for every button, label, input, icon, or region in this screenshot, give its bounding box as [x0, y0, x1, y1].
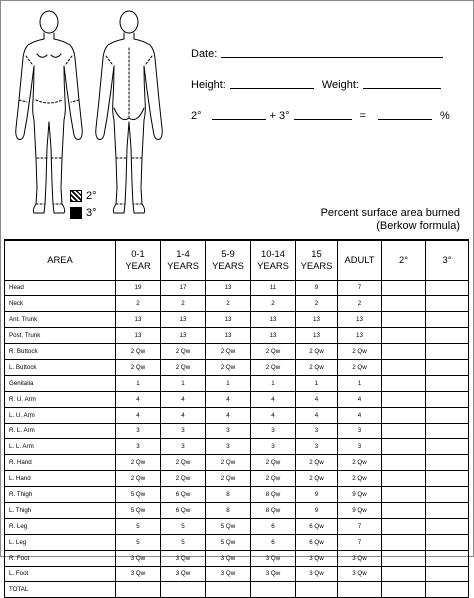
percent-cell: 4	[296, 407, 338, 423]
area-cell: R. L. Arm	[5, 423, 116, 439]
percent-cell: 1	[338, 375, 382, 391]
column-header-line-2: YEARS	[212, 260, 244, 272]
entry-second-degree-cell[interactable]	[382, 312, 426, 328]
percent-cell: 8 Qw	[251, 487, 296, 503]
percent-cell: 2 Qw	[296, 359, 338, 375]
area-cell: L. Buttock	[5, 359, 116, 375]
percent-cell: 13	[251, 312, 296, 328]
percent-cell: 3	[161, 423, 206, 439]
entry-third-degree-cell[interactable]	[426, 471, 469, 487]
entry-third-degree-cell[interactable]	[426, 550, 469, 566]
percent-cell: 13	[338, 328, 382, 344]
percent-cell: 4	[251, 391, 296, 407]
table-row	[5, 550, 469, 566]
percent-cell: 6	[251, 518, 296, 534]
entry-second-degree-cell[interactable]	[382, 582, 426, 598]
percent-cell: 2 Qw	[251, 471, 296, 487]
percent-cell: 5 Qw	[116, 487, 161, 503]
entry-third-degree-cell[interactable]	[426, 423, 469, 439]
percent-cell: 2 Qw	[206, 471, 251, 487]
percent-cell: 3	[206, 423, 251, 439]
percent-cell: 2	[116, 296, 161, 312]
column-header-line-1: 3°	[442, 254, 452, 266]
column-header-line-1: ADULT	[344, 254, 375, 266]
entry-third-degree-cell[interactable]	[426, 312, 469, 328]
column-header-line-2: YEARS	[300, 260, 333, 272]
column-header-line-2: YEAR	[125, 260, 151, 272]
percent-cell: 2 Qw	[206, 344, 251, 360]
table-row	[5, 471, 469, 487]
table-title	[321, 207, 460, 233]
percent-cell: 4	[161, 407, 206, 423]
entry-second-degree-cell[interactable]	[382, 280, 426, 296]
table-row	[5, 296, 469, 312]
table-row	[5, 502, 469, 518]
percent-cell: 3	[116, 423, 161, 439]
percent-cell: 13	[296, 312, 338, 328]
percent-cell: 3 Qw	[251, 566, 296, 582]
percent-cell: 3	[338, 439, 382, 455]
column-header	[161, 240, 206, 280]
entry-third-degree-cell[interactable]	[426, 407, 469, 423]
percent-cell: 1	[296, 375, 338, 391]
percent-cell: 1	[161, 375, 206, 391]
percent-cell: 4	[116, 407, 161, 423]
percent-cell: 6 Qw	[161, 487, 206, 503]
weight-field[interactable]	[363, 87, 441, 89]
percent-cell: 2 Qw	[161, 344, 206, 360]
percent-cell: 4	[206, 407, 251, 423]
height-label: Height:	[191, 79, 226, 91]
percent-cell	[161, 582, 206, 598]
entry-second-degree-cell[interactable]	[382, 407, 426, 423]
entry-second-degree-cell[interactable]	[382, 566, 426, 582]
entry-second-degree-cell[interactable]	[382, 487, 426, 503]
front-figure	[16, 11, 83, 213]
date-label: Date:	[191, 48, 218, 60]
entry-third-degree-cell[interactable]	[426, 487, 469, 503]
legend-second-label: 2°	[86, 190, 97, 202]
table-header-row	[5, 240, 469, 280]
percent-cell: 2	[161, 296, 206, 312]
percent-cell: 2 Qw	[296, 455, 338, 471]
area-cell: R. Thigh	[5, 487, 116, 503]
percent-cell: 13	[296, 328, 338, 344]
percent-cell: 2 Qw	[296, 471, 338, 487]
percent-cell: 17	[161, 280, 206, 296]
entry-third-degree-cell[interactable]	[426, 439, 469, 455]
entry-second-degree-cell[interactable]	[382, 471, 426, 487]
percent-cell: 3 Qw	[161, 550, 206, 566]
percent-cell: 2 Qw	[338, 344, 382, 360]
percent-cell: 9	[296, 280, 338, 296]
table-row	[5, 312, 469, 328]
percent-cell: 2 Qw	[296, 344, 338, 360]
column-header	[338, 240, 382, 280]
percent-cell: 2 Qw	[206, 359, 251, 375]
entry-second-degree-cell[interactable]	[382, 518, 426, 534]
percent-cell: 9	[296, 487, 338, 503]
percent-cell: 2 Qw	[251, 359, 296, 375]
column-header-line-1: 5-9	[221, 248, 235, 260]
entry-third-degree-cell[interactable]	[426, 280, 469, 296]
area-cell: L. Foot	[5, 566, 116, 582]
percent-cell: 3 Qw	[116, 566, 161, 582]
percent-cell	[296, 582, 338, 598]
percent-cell: 1	[251, 375, 296, 391]
percent-cell: 4	[296, 391, 338, 407]
table-row	[5, 328, 469, 344]
percent-cell: 4	[338, 391, 382, 407]
area-cell: L. Hand	[5, 471, 116, 487]
percent-cell: 4	[338, 407, 382, 423]
entry-second-degree-cell[interactable]	[382, 391, 426, 407]
entry-second-degree-cell[interactable]	[382, 534, 426, 550]
area-cell: Genitalia	[5, 375, 116, 391]
entry-third-degree-cell[interactable]	[426, 375, 469, 391]
percent-cell: 8	[206, 487, 251, 503]
entry-second-degree-cell[interactable]	[382, 455, 426, 471]
area-cell: Neck	[5, 296, 116, 312]
height-weight-line	[191, 79, 445, 91]
percent-cell: 2	[251, 296, 296, 312]
entry-third-degree-cell[interactable]	[426, 502, 469, 518]
percent-cell: 6 Qw	[161, 502, 206, 518]
burn-total-line	[191, 110, 450, 122]
area-cell: R. Hand	[5, 455, 116, 471]
percent-cell: 2 Qw	[116, 455, 161, 471]
percent-cell: 4	[116, 391, 161, 407]
entry-second-degree-cell[interactable]	[382, 439, 426, 455]
percent-cell: 1	[206, 375, 251, 391]
table-row	[5, 455, 469, 471]
area-cell: L. Leg	[5, 534, 116, 550]
percent-cell: 13	[206, 312, 251, 328]
title-line-2: (Berkow formula)	[376, 220, 460, 232]
percent-cell: 7	[338, 534, 382, 550]
percent-cell: 2 Qw	[116, 471, 161, 487]
table-row	[5, 407, 469, 423]
percent-cell: 9 Qw	[338, 487, 382, 503]
percent-cell: 3	[251, 423, 296, 439]
percent-cell: 2 Qw	[116, 359, 161, 375]
percent-cell: 3 Qw	[338, 550, 382, 566]
column-header	[206, 240, 251, 280]
entry-third-degree-cell[interactable]	[426, 391, 469, 407]
column-header	[5, 240, 116, 280]
third-degree-label: + 3°	[269, 110, 290, 122]
percent-cell: 4	[161, 391, 206, 407]
percent-cell: 2 Qw	[251, 455, 296, 471]
percent-cell: 2	[338, 296, 382, 312]
third-degree-field[interactable]	[294, 118, 352, 120]
table-row	[5, 566, 469, 582]
percent-cell: 13	[116, 312, 161, 328]
entry-third-degree-cell[interactable]	[426, 359, 469, 375]
column-header-line-1: AREA	[47, 254, 73, 266]
area-cell: R. Leg	[5, 518, 116, 534]
percent-cell: 5	[116, 518, 161, 534]
percent-sign: %	[439, 110, 450, 122]
percent-cell: 3	[296, 423, 338, 439]
area-cell: Head	[5, 280, 116, 296]
percent-cell: 2 Qw	[161, 471, 206, 487]
entry-third-degree-cell[interactable]	[426, 534, 469, 550]
percent-cell	[338, 582, 382, 598]
table-row	[5, 359, 469, 375]
percent-cell: 8	[206, 502, 251, 518]
area-cell: R. U. Arm	[5, 391, 116, 407]
percent-cell: 2 Qw	[116, 344, 161, 360]
area-cell: Ant. Trunk	[5, 312, 116, 328]
column-header-line-2: YEARS	[167, 260, 199, 272]
percent-cell: 8 Qw	[251, 502, 296, 518]
percent-cell: 5	[161, 518, 206, 534]
percent-cell: 9 Qw	[338, 502, 382, 518]
percent-cell: 3	[116, 439, 161, 455]
table-row	[5, 391, 469, 407]
entry-second-degree-cell[interactable]	[382, 296, 426, 312]
table-row	[5, 439, 469, 455]
percent-cell: 2 Qw	[161, 455, 206, 471]
percent-cell: 4	[206, 391, 251, 407]
percent-cell: 2 Qw	[206, 455, 251, 471]
column-header-line-1: 1-4	[176, 248, 190, 260]
percent-cell: 6	[251, 534, 296, 550]
percent-cell: 5 Qw	[206, 518, 251, 534]
percent-cell: 2	[296, 296, 338, 312]
legend-third-label: 3°	[86, 207, 97, 219]
equals-sign: =	[359, 110, 366, 122]
entry-second-degree-cell[interactable]	[382, 344, 426, 360]
burn-area-table	[4, 239, 469, 598]
percent-cell: 9	[296, 502, 338, 518]
percent-cell: 2 Qw	[338, 471, 382, 487]
hatched-swatch-icon	[70, 190, 82, 202]
table-row	[5, 344, 469, 360]
date-field[interactable]	[221, 56, 443, 58]
percent-cell: 3	[161, 439, 206, 455]
entry-second-degree-cell[interactable]	[382, 375, 426, 391]
table-row	[5, 582, 469, 598]
second-degree-field[interactable]	[212, 118, 266, 120]
percent-cell: 3 Qw	[161, 566, 206, 582]
percent-cell: 2	[206, 296, 251, 312]
percent-cell: 3 Qw	[296, 566, 338, 582]
percent-cell: 3	[251, 439, 296, 455]
percent-cell: 13	[161, 328, 206, 344]
entry-third-degree-cell[interactable]	[426, 328, 469, 344]
height-field[interactable]	[230, 87, 314, 89]
table-row	[5, 375, 469, 391]
percent-cell: 1	[116, 375, 161, 391]
column-header-line-1: 10-14	[261, 248, 285, 260]
percent-cell: 13	[251, 328, 296, 344]
entry-third-degree-cell[interactable]	[426, 566, 469, 582]
column-header	[296, 240, 338, 280]
percent-cell: 13	[116, 328, 161, 344]
column-header-line-1: 15	[311, 248, 322, 260]
title-line-1: Percent surface area burned	[320, 207, 460, 219]
area-cell: R. Foot	[5, 550, 116, 566]
area-cell: L. Thigh	[5, 502, 116, 518]
table-row	[5, 534, 469, 550]
area-cell: Post. Trunk	[5, 328, 116, 344]
percent-cell: 6 Qw	[296, 518, 338, 534]
percent-cell: 13	[338, 312, 382, 328]
percent-cell: 3 Qw	[116, 550, 161, 566]
percent-cell	[116, 582, 161, 598]
area-cell: L. L. Arm	[5, 439, 116, 455]
percent-cell: 11	[251, 280, 296, 296]
percent-cell: 3	[296, 439, 338, 455]
entry-third-degree-cell[interactable]	[426, 455, 469, 471]
percent-cell: 5	[116, 534, 161, 550]
column-header	[426, 240, 469, 280]
percent-cell: 5 Qw	[116, 502, 161, 518]
percent-cell	[251, 582, 296, 598]
entry-second-degree-cell[interactable]	[382, 502, 426, 518]
column-header	[251, 240, 296, 280]
table-row	[5, 487, 469, 503]
column-header	[116, 240, 161, 280]
solid-swatch-icon	[70, 207, 82, 219]
table-row	[5, 423, 469, 439]
area-cell: TOTAL	[5, 582, 116, 598]
percent-cell: 13	[206, 280, 251, 296]
percent-cell: 2 Qw	[161, 359, 206, 375]
percent-cell: 3	[206, 439, 251, 455]
second-degree-label: 2°	[191, 110, 202, 122]
back-figure	[96, 11, 163, 213]
area-cell: R. Buttock	[5, 344, 116, 360]
percent-cell: 4	[251, 407, 296, 423]
column-header-line-1: 0-1	[131, 248, 145, 260]
entry-third-degree-cell[interactable]	[426, 582, 469, 598]
percent-cell: 2 Qw	[251, 344, 296, 360]
percent-cell: 3 Qw	[296, 550, 338, 566]
entry-third-degree-cell[interactable]	[426, 344, 469, 360]
percent-cell: 7	[338, 518, 382, 534]
percent-cell: 6 Qw	[296, 534, 338, 550]
legend-second-degree	[70, 190, 97, 202]
area-cell: L. U. Arm	[5, 407, 116, 423]
entry-second-degree-cell[interactable]	[382, 328, 426, 344]
percent-cell: 19	[116, 280, 161, 296]
entry-second-degree-cell[interactable]	[382, 423, 426, 439]
percent-cell: 7	[338, 280, 382, 296]
percent-cell: 3 Qw	[251, 550, 296, 566]
column-header	[382, 240, 426, 280]
entry-second-degree-cell[interactable]	[382, 359, 426, 375]
percent-cell: 13	[206, 328, 251, 344]
percent-cell: 2 Qw	[338, 455, 382, 471]
entry-second-degree-cell[interactable]	[382, 550, 426, 566]
percent-cell	[206, 582, 251, 598]
percent-cell: 13	[161, 312, 206, 328]
date-line	[191, 48, 447, 60]
percent-cell: 3 Qw	[206, 566, 251, 582]
total-percent-field[interactable]	[378, 118, 432, 120]
table-row	[5, 518, 469, 534]
entry-third-degree-cell[interactable]	[426, 296, 469, 312]
percent-cell: 3 Qw	[338, 566, 382, 582]
percent-cell: 3	[338, 423, 382, 439]
weight-label: Weight:	[321, 79, 359, 91]
legend-third-degree	[70, 207, 97, 219]
percent-cell: 2 Qw	[338, 359, 382, 375]
entry-third-degree-cell[interactable]	[426, 518, 469, 534]
column-header-line-1: 2°	[399, 254, 408, 266]
column-header-line-2: YEARS	[257, 260, 289, 272]
table-row	[5, 280, 469, 296]
percent-cell: 5	[161, 534, 206, 550]
percent-cell: 5 Qw	[206, 534, 251, 550]
percent-cell: 3 Qw	[206, 550, 251, 566]
